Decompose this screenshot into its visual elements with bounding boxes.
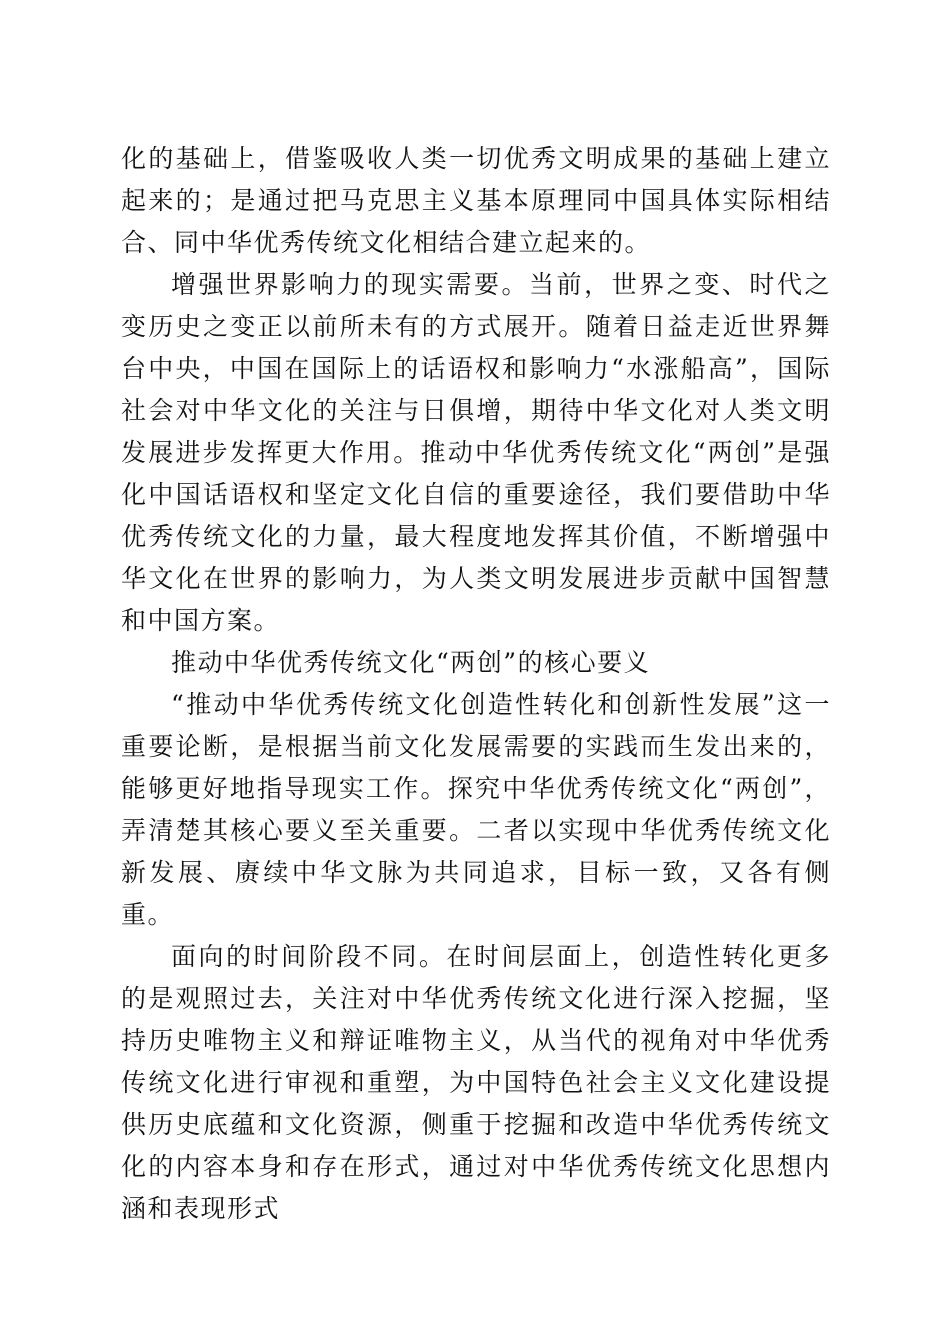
paragraph-core-meaning: “推动中华优秀传统文化创造性转化和创新性发展”这一重要论断，是根据当前文化发展需要的实践而生发出来的，能够更好地指导现实工作。探究中华优秀传统文化“两创”，弄清楚其核心要义至关重要。二者以实现中华优秀传统文化新发展、赓续中华文脉为共同追求，目标一致，又各有侧重。 xyxy=(121,690,831,929)
paragraph-world-influence: 增强世界影响力的现实需要。当前，世界之变、时代之变历史之变正以前所未有的方式展开。随着日益走近世界舞台中央，中国在国际上的话语权和影响力“水涨船高”，国际社会对中华文化的关注与日俱增，期待中华文化对人类文明发展进步发挥更大作用。推动中华优秀传统文化“两创”是强化中国话语权和坚定文化自信的重要途径，我们要借助中华优秀传统文化的力量，最大程度地发挥其价值，不断增强中华文化在世界的影响力，为人类文明发展进步贡献中国智慧和中国方案。 xyxy=(121,270,831,635)
document-body xyxy=(121,138,831,1230)
paragraph-time-stage: 面向的时间阶段不同。在时间层面上，创造性转化更多的是观照过去，关注对中华优秀传统文化进行深入挖掘，坚持历史唯物主义和辩证唯物主义，从当代的视角对中华优秀传统文化进行审视和重塑，为中国特色社会主义文化建设提供历史底蕴和文化资源，侧重于挖掘和改造中华优秀传统文化的内容本身和存在形式，通过对中华优秀传统文化思想内涵和表现形式 xyxy=(121,942,831,1223)
paragraph-continuation: 化的基础上，借鉴吸收人类一切优秀文明成果的基础上建立起来的；是通过把马克思主义基本原理同中国具体实际相结合、同中华优秀传统文化相结合建立起来的。 xyxy=(121,144,831,257)
section-heading: 推动中华优秀传统文化“两创”的核心要义 xyxy=(171,648,651,677)
